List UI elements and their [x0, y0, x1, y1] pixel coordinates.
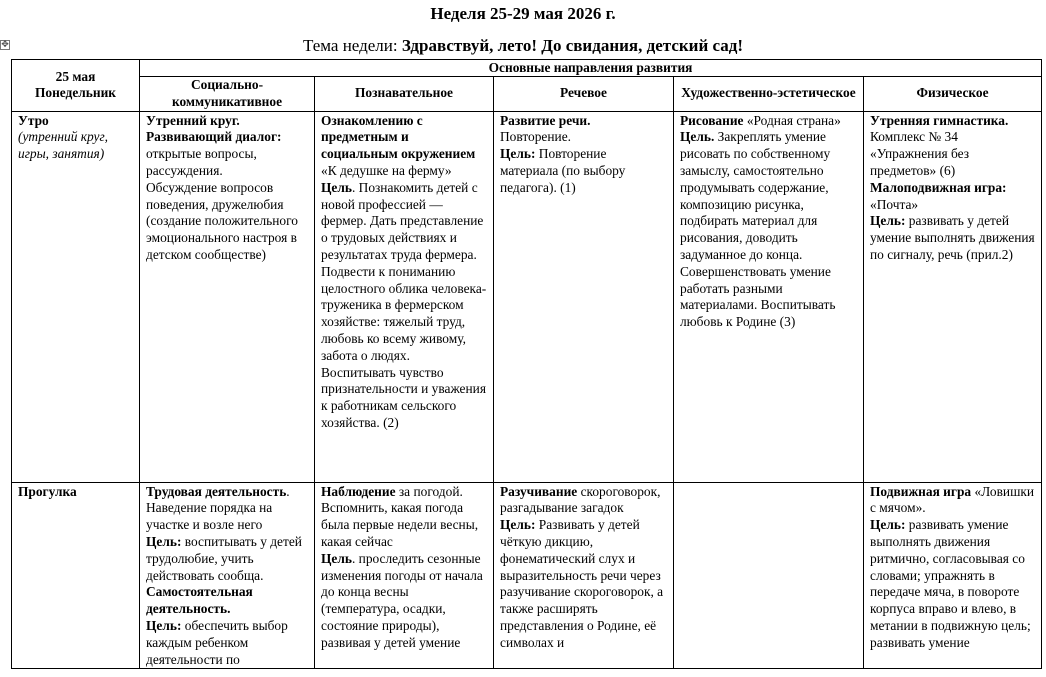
column-physical: Физическое — [864, 77, 1042, 112]
week-theme — [0, 36, 1046, 56]
period-cell-morning — [12, 111, 140, 482]
cell-social-walk: Трудовая деятельность. Наведение порядка на участке и возле него Цель: воспитывать у детей трудолюбие, учить действовать сообща. Самостоятельная деятельность. Цель: обеспечить выбор каждым ребенком деятельности по — [140, 482, 315, 669]
page-title: Неделя 25-29 мая 2026 г. — [430, 4, 616, 23]
week-theme-label: Тема недели: — [302, 36, 402, 55]
column-speech: Речевое — [494, 77, 674, 112]
week-theme-value: Здравствуй, лето! До свидания, детский сад! — [401, 36, 744, 55]
cell-social-morning: Утренний круг. Развивающий диалог: открытые вопросы, рассуждения. Обсуждение вопросов поведения, дружелюбия (создание положительного эмоционального настроя в детском сообществе) — [140, 111, 315, 482]
table-row — [12, 111, 1042, 482]
cell-speech-morning: Развитие речи. Повторение. Цель: Повторение материала (по выбору педагога). (1) — [494, 111, 674, 482]
period-label: Прогулка — [18, 483, 77, 499]
column-social: Социально-коммуникативное — [140, 77, 315, 112]
cell-cognitive-morning: Ознакомлению с предметным и социальным окружением «К дедушке на ферму» Цель. Познакомить детей с новой профессией — фермер. Дать представление о трудовых действиях и результатах труда фермера. Подвести к пониманию целостного облика человека-труженика в фермерском хозяйстве: тяжелый труд, любовь ко всему живому, забота о людях. Воспитывать чувство признательности и уважения к работникам сельского хозяйства. (2) — [315, 111, 494, 482]
plan-table — [11, 59, 1042, 669]
directions-header: Основные направления развития — [140, 60, 1042, 77]
cell-physical-walk: Подвижная игра «Ловишки с мячом». Цель: развивать умение выполнять движения ритмично, согласовывая со словами; упражнять в передаче мяча, в повороте корпуса вправо и влево, в метании в подвижную цель; развивать умение — [864, 482, 1042, 669]
column-cognitive: Познавательное — [315, 77, 494, 112]
table-move-handle-icon[interactable]: ✥ — [1, 40, 9, 50]
cell-art-morning: Рисование «Родная страна» Цель. Закреплять умение рисовать по собственному замыслу, самостоятельно продумывать содержание, композицию рисунка, подбирать материал для рисования, доводить задуманное до конца. Совершенствовать умение работать разными материалами. Воспитывать любовь к Родине (3) — [674, 111, 864, 482]
cell-speech-walk: Разучивание скороговорок, разгадывание загадок Цель: Развивать у детей чёткую дикцию, фонематический слух и выразительность речи через разучивание скороговорок, а также расширять представления о Родине, её символах и — [494, 482, 674, 669]
cell-physical-morning: Утренняя гимнастика. Комплекс № 34 «Упражнения без предметов» (6) Малоподвижная игра: «Почта» Цель: развивать у детей умение выполнять движения по сигналу, речь (прил.2) — [864, 111, 1042, 482]
cell-cognitive-walk: Наблюдение за погодой. Вспомнить, какая погода была первые недели весны, какая сейчас Цель. проследить сезонные изменения погоды от начала до конца весны (температура, осадки, состояние природы), развивая у детей умение — [315, 482, 494, 669]
table-row — [12, 482, 1042, 669]
day-header: 25 мая Понедельник — [12, 60, 140, 112]
period-label: Утро — [18, 112, 49, 128]
column-art: Художественно-эстетическое — [674, 77, 864, 112]
period-note: (утренний круг, игры, занятия) — [18, 129, 109, 162]
cell-art-walk — [674, 482, 864, 669]
period-cell-walk — [12, 482, 140, 669]
